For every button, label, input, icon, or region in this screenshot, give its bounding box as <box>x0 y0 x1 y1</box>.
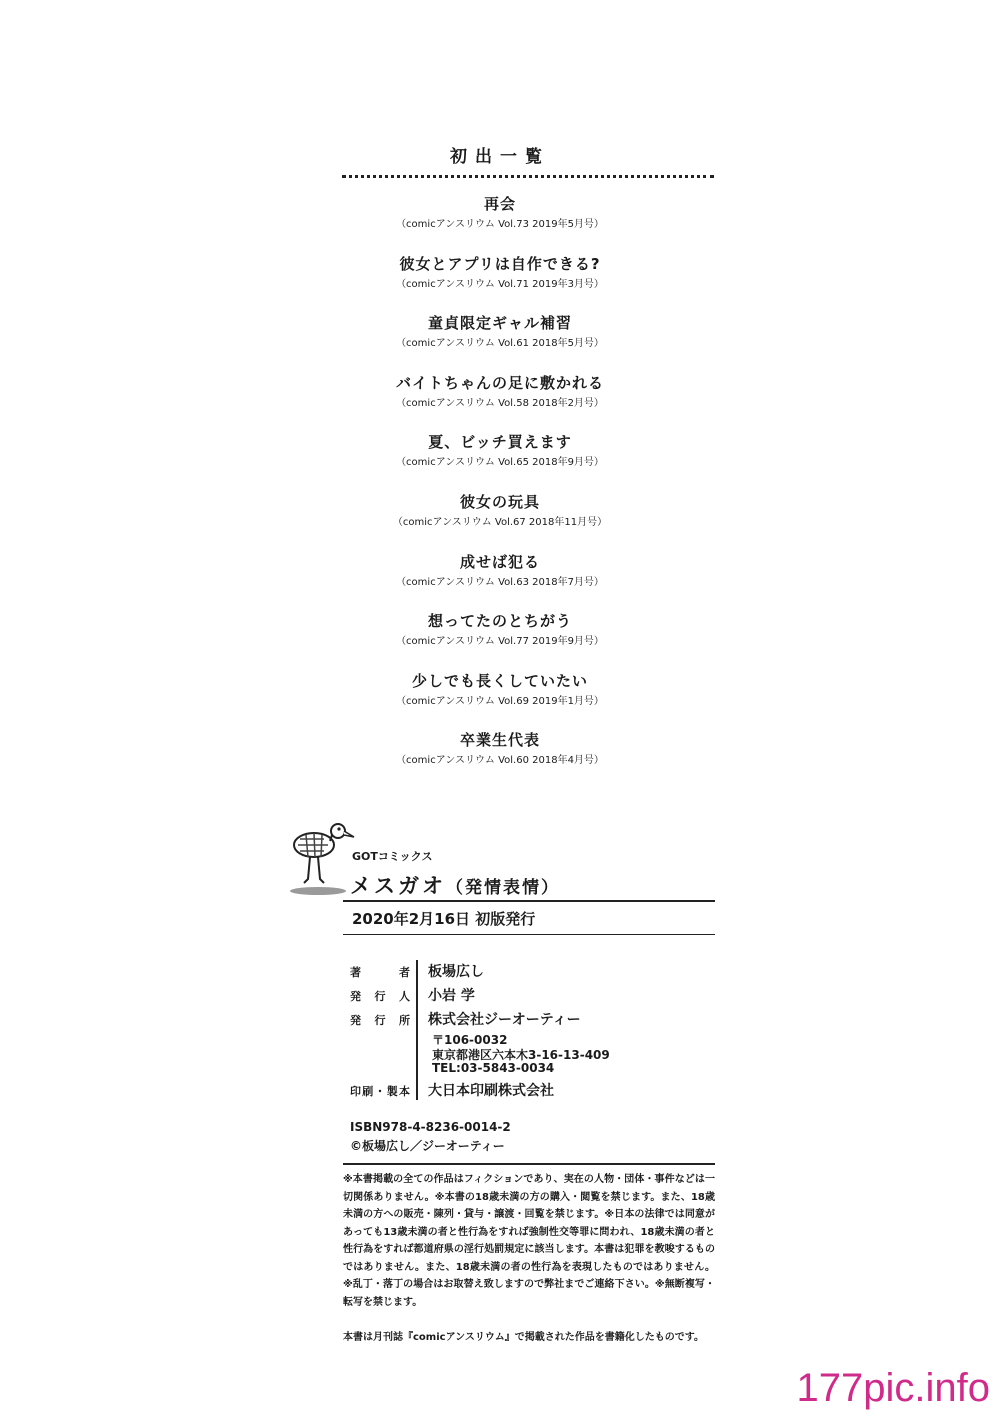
index-heading: 初出一覧 <box>450 147 550 167</box>
work-source: （comicアンスリウム Vol.58 2018年2月号） <box>396 397 604 409</box>
address: 東京都港区六本木3-16-13-409 <box>432 1048 610 1062</box>
author-name: 板場広し <box>428 964 484 980</box>
isbn: ISBN978-4-8236-0014-2 <box>350 1120 511 1134</box>
publisher-label: 発 行 所 <box>350 1014 410 1027</box>
work-title: 彼女の玩具 <box>459 493 540 511</box>
staff-divider <box>416 960 418 1100</box>
book-subtitle: （発情表情） <box>446 878 560 898</box>
copyright: ©板場広し／ジーオーティー <box>350 1139 505 1153</box>
work-title: 成せば犯る <box>459 552 540 571</box>
publisher-name: 株式会社ジーオーティー <box>428 1012 581 1028</box>
work-source: （comicアンスリウム Vol.77 2019年9月号） <box>396 636 604 648</box>
notes-rule <box>343 1163 715 1165</box>
book-title-line <box>350 870 560 900</box>
work-source: （comicアンスリウム Vol.65 2018年9月号） <box>396 457 604 469</box>
work-title: 想ってたのとちがう <box>427 612 572 631</box>
edition-date: 2020年2月16日 初版発行 <box>352 910 536 928</box>
telephone: TEL:03-5843-0034 <box>432 1061 555 1075</box>
bird-logo-icon <box>284 817 356 897</box>
edition-rule <box>343 934 715 935</box>
work-source: （comicアンスリウム Vol.61 2018年5月号） <box>396 338 604 350</box>
work-source: （comicアンスリウム Vol.71 2019年3月号） <box>396 278 604 290</box>
work-source: （comicアンスリウム Vol.69 2019年1月号） <box>396 695 604 707</box>
site-watermark: 177pic.info <box>796 1366 990 1410</box>
author-label: 著 者 <box>350 966 410 979</box>
dotted-divider <box>342 175 714 178</box>
work-title: 卒業生代表 <box>459 731 540 750</box>
work-source: （comicアンスリウム Vol.73 2019年5月号） <box>396 219 604 230</box>
work-source: （comicアンスリウム Vol.67 2018年11月号） <box>392 517 608 528</box>
book-title: メスガオ <box>350 874 446 898</box>
work-title: 童貞限定ギャル補習 <box>427 314 572 333</box>
publisher-person-label: 発 行 人 <box>350 990 410 1003</box>
work-title: 再会 <box>483 195 516 213</box>
title-rule <box>343 900 715 902</box>
work-source: （comicアンスリウム Vol.60 2018年4月号） <box>396 755 604 767</box>
work-source: （comicアンスリウム Vol.63 2018年7月号） <box>396 576 604 588</box>
legal-disclaimer: ※本書掲載の全ての作品はフィクションであり、実在の人物・団体・事件などは一切関係ありません。※本書の18歳未満の方の購入・閲覧を禁じます。また、18歳未満の方への販売・陳列・貸与・譲渡・回覧を禁じます。※日本の法律では同意があっても13歳未満の者と性行為をすれば強制性交等罪に問われ、18歳未満の者と性行為をすれば都道府県の淫行処罰規定に該当します。本書は犯罪を教唆するものではありません。また、18歳未満の者の性行為を表現したものではありません。※乱丁・落丁の場合はお取替え致しますので弊社までご連絡下さい。※無断複写・転写を禁じます。 <box>343 1174 715 1308</box>
work-title: 彼女とアプリは自作できる? <box>399 254 601 273</box>
work-title: バイトちゃんの足に敷かれる <box>395 373 604 392</box>
origin-note: 本書は月刊誌『comicアンスリウム』で掲載された作品を書籍化したものです。 <box>343 1332 704 1343</box>
publisher-person-name: 小岩 学 <box>428 988 475 1004</box>
work-title: 夏、ビッチ買えます <box>428 433 572 452</box>
work-title: 少しでも長くしていたい <box>411 671 588 690</box>
imprint-label: GOTコミックス <box>352 850 433 863</box>
printer-name: 大日本印刷株式会社 <box>428 1083 554 1099</box>
postal-code: 〒106-0032 <box>432 1033 508 1047</box>
printer-label: 印刷・製本 <box>350 1085 410 1098</box>
